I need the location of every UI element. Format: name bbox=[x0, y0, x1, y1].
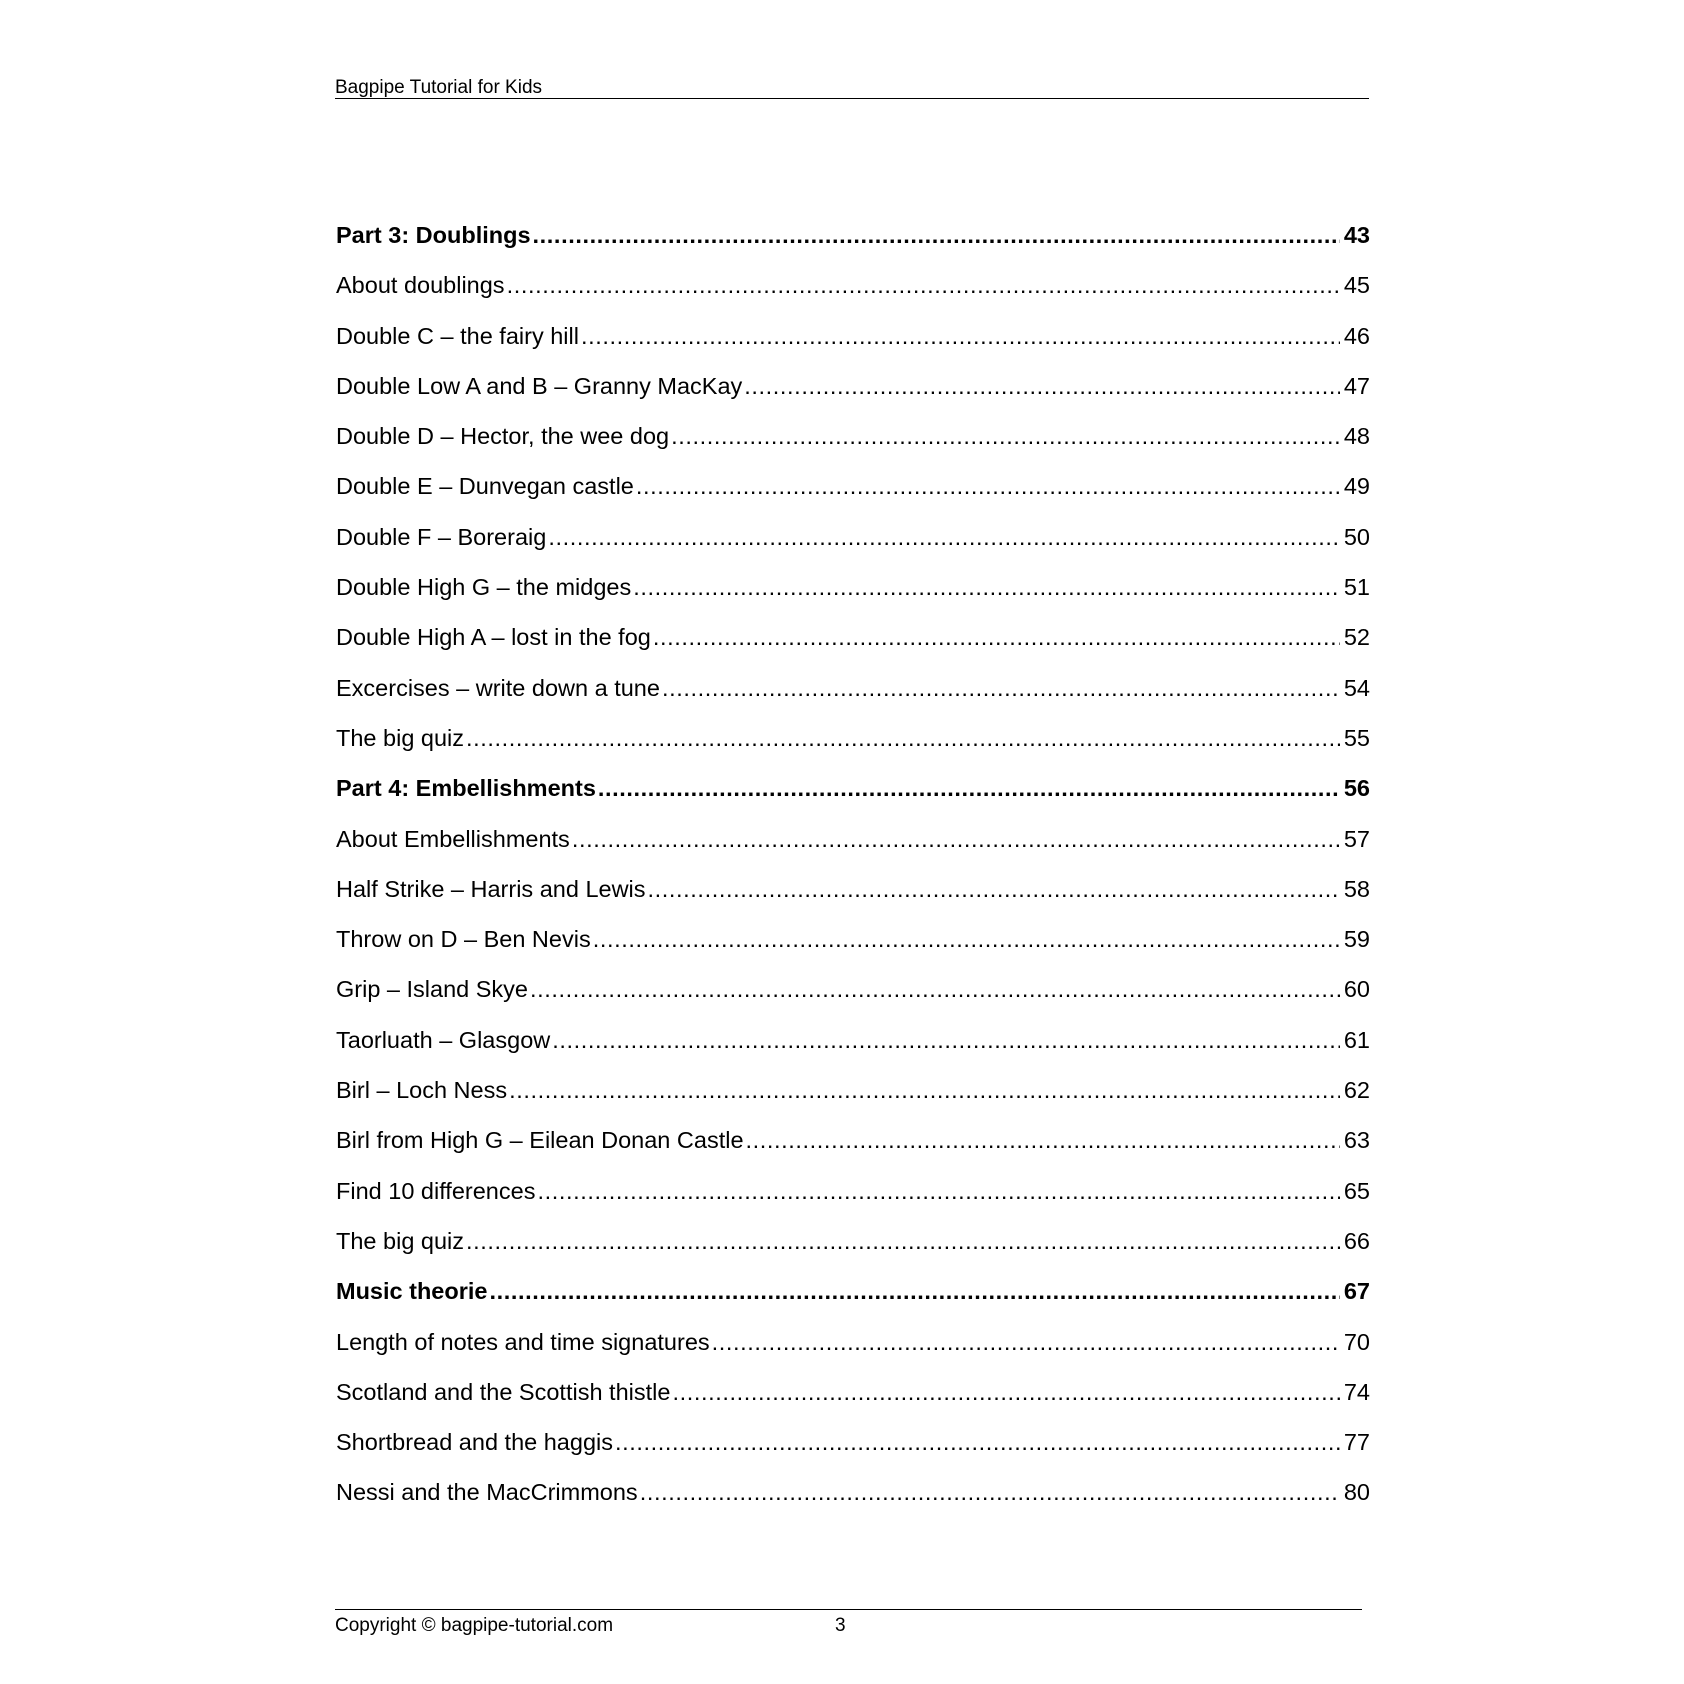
toc-entry-title: Length of notes and time signatures bbox=[336, 1328, 710, 1355]
toc-entry-title: Double High G – the midges bbox=[336, 574, 632, 601]
toc-entry bbox=[336, 411, 1370, 461]
toc-entry-title: Part 3: Doublings bbox=[336, 222, 531, 248]
toc-entry-title: Birl from High G – Eilean Donan Castle bbox=[336, 1127, 744, 1154]
header-title: Bagpipe Tutorial for Kids bbox=[335, 77, 543, 98]
toc-dot-leader bbox=[552, 1015, 1340, 1065]
toc-entry-page-number: 56 bbox=[1343, 775, 1370, 802]
toc-entry-page-number: 80 bbox=[1343, 1479, 1370, 1506]
toc-dot-leader bbox=[537, 1166, 1340, 1216]
toc-entry bbox=[336, 1015, 1370, 1065]
toc-entry-page-number: 47 bbox=[1343, 372, 1370, 399]
toc-dot-leader bbox=[598, 763, 1340, 813]
toc-entry bbox=[336, 1467, 1370, 1517]
toc-dot-leader bbox=[653, 612, 1340, 662]
toc-entry bbox=[336, 864, 1370, 914]
toc-entry-page-number: 63 bbox=[1343, 1127, 1370, 1154]
toc-entry bbox=[336, 663, 1370, 713]
toc-entry-page-number: 51 bbox=[1343, 574, 1370, 601]
toc-dot-leader bbox=[530, 964, 1340, 1014]
toc-entry bbox=[336, 1216, 1370, 1266]
toc-entry-title: The big quiz bbox=[336, 724, 465, 751]
toc-entry bbox=[336, 1367, 1370, 1417]
toc-entry-title: Scotland and the Scottish thistle bbox=[336, 1378, 671, 1405]
toc-entry-title: Throw on D – Ben Nevis bbox=[336, 926, 591, 953]
toc-entry-title: Excercises – write down a tune bbox=[336, 674, 660, 701]
footer-page-number: 3 bbox=[835, 1615, 846, 1636]
toc-entry-title: The big quiz bbox=[336, 1227, 465, 1254]
toc-entry-page-number: 55 bbox=[1343, 724, 1370, 751]
toc-dot-leader bbox=[640, 1467, 1340, 1517]
toc-entry-title: Grip – Island Skye bbox=[336, 976, 529, 1003]
toc-dot-leader bbox=[593, 914, 1340, 964]
toc-entry-page-number: 48 bbox=[1343, 423, 1370, 450]
toc-entry bbox=[336, 1166, 1370, 1216]
toc-entry-page-number: 49 bbox=[1343, 473, 1370, 500]
toc-dot-leader bbox=[489, 1266, 1340, 1316]
toc-entry bbox=[336, 814, 1370, 864]
toc-section-heading bbox=[336, 1266, 1370, 1316]
page-header bbox=[335, 72, 1369, 99]
toc-dot-leader bbox=[507, 260, 1340, 310]
toc-entry-title: Double High A – lost in the fog bbox=[336, 624, 651, 651]
toc-entry bbox=[336, 562, 1370, 612]
toc-entry bbox=[336, 612, 1370, 662]
toc-entry-page-number: 50 bbox=[1343, 523, 1370, 550]
toc-entry bbox=[336, 1417, 1370, 1467]
toc-entry-page-number: 77 bbox=[1343, 1429, 1370, 1456]
toc-entry-page-number: 54 bbox=[1343, 674, 1370, 701]
toc-entry-title: Taorluath – Glasgow bbox=[336, 1026, 551, 1053]
toc-entry-title: Double Low A and B – Granny MacKay bbox=[336, 372, 743, 399]
toc-entry bbox=[336, 1065, 1370, 1115]
toc-dot-leader bbox=[672, 1367, 1340, 1417]
toc-dot-leader bbox=[662, 663, 1340, 713]
toc-entry bbox=[336, 713, 1370, 763]
toc-dot-leader bbox=[548, 512, 1340, 562]
toc-entry-page-number: 43 bbox=[1343, 222, 1370, 248]
toc-entry-page-number: 70 bbox=[1343, 1328, 1370, 1355]
toc-dot-leader bbox=[648, 864, 1340, 914]
toc-entry-title: Double E – Dunvegan castle bbox=[336, 473, 634, 500]
toc-dot-leader bbox=[636, 461, 1340, 511]
toc-dot-leader bbox=[572, 814, 1340, 864]
toc-entry-title: Birl – Loch Ness bbox=[336, 1077, 508, 1104]
toc-entry-page-number: 52 bbox=[1343, 624, 1370, 651]
toc-entry-page-number: 62 bbox=[1343, 1077, 1370, 1104]
page-footer bbox=[335, 1609, 1362, 1640]
toc-entry-page-number: 65 bbox=[1343, 1177, 1370, 1204]
toc-dot-leader bbox=[466, 713, 1340, 763]
toc-dot-leader bbox=[671, 411, 1340, 461]
toc-entry-page-number: 74 bbox=[1343, 1378, 1370, 1405]
toc-dot-leader bbox=[746, 1115, 1340, 1165]
toc-entry-title: About doublings bbox=[336, 272, 505, 299]
toc-entry-page-number: 61 bbox=[1343, 1026, 1370, 1053]
footer-copyright: Copyright © bagpipe-tutorial.com bbox=[335, 1615, 614, 1636]
toc-entry bbox=[336, 260, 1370, 310]
toc-entry-page-number: 45 bbox=[1343, 272, 1370, 299]
toc-dot-leader bbox=[744, 361, 1340, 411]
toc-entry bbox=[336, 964, 1370, 1014]
toc-section-heading bbox=[336, 763, 1370, 813]
toc-dot-leader bbox=[633, 562, 1340, 612]
toc-entry-title: Music theorie bbox=[336, 1278, 488, 1305]
toc-entry-title: Double F – Boreraig bbox=[336, 523, 547, 550]
toc-entry-page-number: 60 bbox=[1343, 976, 1370, 1003]
toc-dot-leader bbox=[581, 311, 1340, 361]
toc-entry-page-number: 67 bbox=[1343, 1278, 1370, 1305]
toc-entry bbox=[336, 461, 1370, 511]
toc-entry-title: Shortbread and the haggis bbox=[336, 1429, 613, 1456]
toc-entry-page-number: 57 bbox=[1343, 825, 1370, 852]
toc-entry bbox=[336, 311, 1370, 361]
toc-dot-leader bbox=[533, 210, 1340, 260]
toc-entry bbox=[336, 914, 1370, 964]
toc-dot-leader bbox=[712, 1317, 1340, 1367]
table-of-contents bbox=[336, 210, 1370, 1518]
toc-entry-title: About Embellishments bbox=[336, 825, 570, 852]
toc-entry-title: Double D – Hector, the wee dog bbox=[336, 423, 670, 450]
toc-entry-title: Part 4: Embellishments bbox=[336, 775, 596, 802]
toc-entry-title: Find 10 differences bbox=[336, 1177, 536, 1204]
toc-entry-page-number: 66 bbox=[1343, 1227, 1370, 1254]
toc-entry bbox=[336, 1317, 1370, 1367]
toc-dot-leader bbox=[466, 1216, 1340, 1266]
toc-entry-title: Half Strike – Harris and Lewis bbox=[336, 875, 646, 902]
toc-entry bbox=[336, 361, 1370, 411]
toc-entry-page-number: 58 bbox=[1343, 875, 1370, 902]
toc-dot-leader bbox=[509, 1065, 1340, 1115]
toc-entry-title: Double C – the fairy hill bbox=[336, 322, 579, 349]
toc-entry-page-number: 59 bbox=[1343, 926, 1370, 953]
toc-entry-page-number: 46 bbox=[1343, 322, 1370, 349]
toc-entry-title: Nessi and the MacCrimmons bbox=[336, 1479, 638, 1506]
toc-entry bbox=[336, 512, 1370, 562]
toc-dot-leader bbox=[615, 1417, 1340, 1467]
toc-entry bbox=[336, 1115, 1370, 1165]
toc-section-heading bbox=[336, 210, 1370, 260]
